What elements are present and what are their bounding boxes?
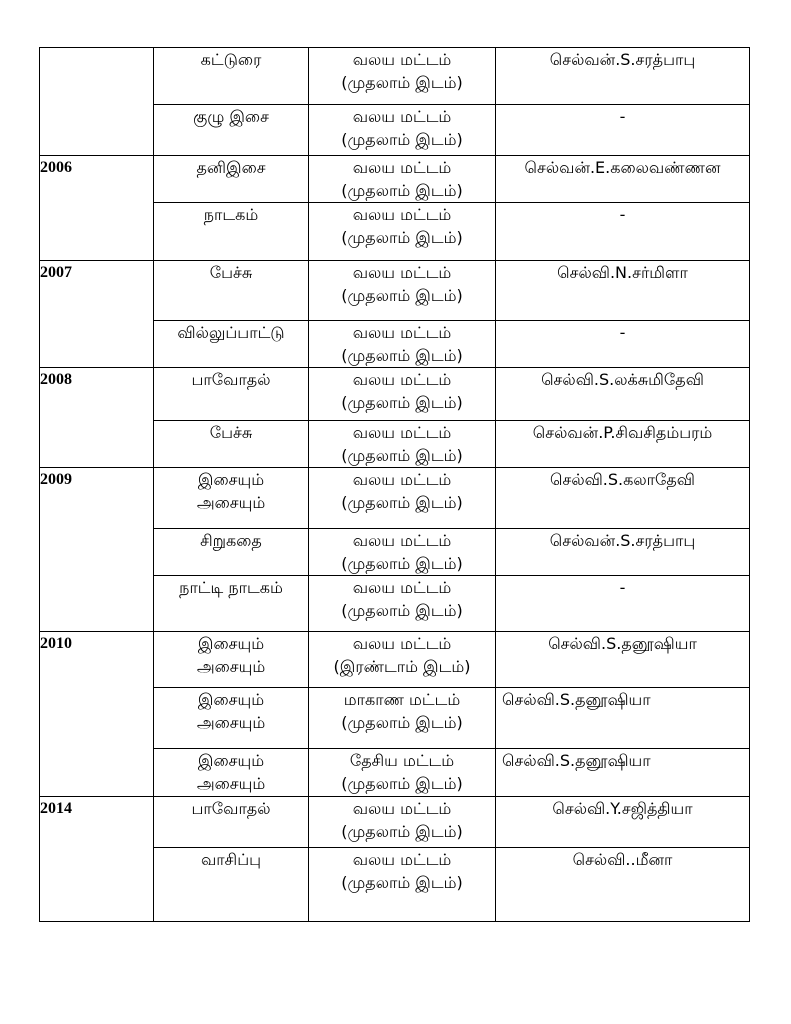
event-label: கட்டுரை — [200, 50, 262, 69]
event-label: வாசிப்பு — [200, 850, 261, 869]
year-cell — [40, 48, 154, 156]
winner-name: - — [619, 578, 626, 597]
name-cell — [496, 105, 750, 156]
event-cell — [154, 203, 309, 261]
level-label: மாகாண மட்டம் — [343, 690, 461, 709]
table-row — [40, 797, 750, 848]
year-label: 2010 — [40, 635, 72, 652]
winner-name: செல்வி.S.லக்சுமிதேவி — [541, 370, 704, 389]
rank-label: (முதலாம் இடம்) — [341, 73, 463, 92]
rank-label: (முதலாம் இடம்) — [341, 286, 463, 305]
name-cell — [496, 688, 750, 749]
year-label: 2014 — [40, 800, 72, 817]
level-cell — [309, 576, 496, 632]
winner-name: செல்வன்.E.கலைவண்ணன — [524, 158, 721, 177]
level-label: வலய மட்டம் — [352, 205, 452, 224]
event-cell — [154, 48, 309, 105]
event-label: நாடகம் — [203, 205, 259, 224]
event-label: தனிஇசை — [196, 158, 266, 177]
year-cell — [40, 368, 154, 468]
event-label: இசையும் — [197, 470, 265, 489]
event-cell — [154, 261, 309, 321]
event-label: நாட்டி நாடகம் — [179, 578, 283, 597]
name-cell — [496, 797, 750, 848]
name-cell — [496, 368, 750, 421]
rank-label: (முதலாம் இடம்) — [341, 493, 463, 512]
rank-label: (முதலாம் இடம்) — [341, 713, 463, 732]
name-cell — [496, 421, 750, 468]
level-label: வலய மட்டம் — [352, 799, 452, 818]
event-cell — [154, 368, 309, 421]
year-cell — [40, 632, 154, 797]
event-cell — [154, 156, 309, 203]
name-cell — [496, 576, 750, 632]
winner-name: செல்வி.N.சர்மிளா — [557, 263, 688, 282]
level-label: வலய மட்டம் — [352, 323, 452, 342]
rank-label: (முதலாம் இடம்) — [341, 446, 463, 465]
level-label: வலய மட்டம் — [352, 850, 452, 869]
table-row — [40, 156, 750, 203]
event-label: இசையும் — [197, 634, 265, 653]
name-cell — [496, 632, 750, 688]
name-cell — [496, 468, 750, 529]
event-label-line2: அசையும் — [196, 493, 266, 512]
event-label: சிறுகதை — [200, 531, 262, 550]
level-cell — [309, 156, 496, 203]
level-label: வலய மட்டம் — [352, 107, 452, 126]
winner-name: செல்வன்.S.சரத்பாபு — [549, 531, 696, 550]
name-cell — [496, 203, 750, 261]
rank-label: (முதலாம் இடம்) — [341, 393, 463, 412]
year-label: 2006 — [40, 159, 72, 176]
winner-name: செல்வி.S.தனூஷியா — [502, 690, 651, 709]
rank-label: (முதலாம் இடம்) — [341, 601, 463, 620]
results-table-body — [40, 48, 750, 922]
name-cell — [496, 48, 750, 105]
level-label: வலய மட்டம் — [352, 158, 452, 177]
name-cell — [496, 261, 750, 321]
winner-name: செல்வி.Y.சஜித்தியா — [552, 799, 693, 818]
year-cell — [40, 468, 154, 632]
event-cell — [154, 529, 309, 576]
winner-name: செல்வி.S.தனூஷியா — [502, 751, 651, 770]
level-cell — [309, 105, 496, 156]
event-cell — [154, 468, 309, 529]
event-label: பேச்சு — [209, 423, 253, 442]
rank-label: (முதலாம் இடம்) — [341, 554, 463, 573]
year-label: 2008 — [40, 371, 72, 388]
event-cell — [154, 576, 309, 632]
table-row — [40, 368, 750, 421]
rank-label: (முதலாம் இடம்) — [341, 822, 463, 841]
event-cell — [154, 797, 309, 848]
event-cell — [154, 421, 309, 468]
level-cell — [309, 421, 496, 468]
year-cell — [40, 797, 154, 922]
winner-name: செல்வன்.S.சரத்பாபு — [549, 50, 696, 69]
level-label: தேசிய மட்டம் — [349, 751, 455, 770]
level-cell — [309, 749, 496, 797]
rank-label: (முதலாம் இடம்) — [341, 873, 463, 892]
level-label: வலய மட்டம் — [352, 50, 452, 69]
event-cell — [154, 321, 309, 368]
winner-name: - — [619, 205, 626, 224]
event-cell — [154, 749, 309, 797]
level-cell — [309, 797, 496, 848]
level-label: வலய மட்டம் — [352, 578, 452, 597]
event-label-line2: அசையும் — [196, 774, 266, 793]
results-table — [39, 47, 750, 922]
event-cell — [154, 632, 309, 688]
rank-label: (முதலாம் இடம்) — [341, 228, 463, 247]
level-cell — [309, 468, 496, 529]
level-cell — [309, 368, 496, 421]
table-row — [40, 48, 750, 105]
name-cell — [496, 321, 750, 368]
event-label-line2: அசையும் — [196, 657, 266, 676]
year-cell — [40, 156, 154, 261]
event-label: இசையும் — [197, 751, 265, 770]
event-label: பாவோதல் — [191, 799, 271, 818]
level-label: வலய மட்டம் — [352, 423, 452, 442]
rank-label: (முதலாம் இடம்) — [341, 130, 463, 149]
level-cell — [309, 848, 496, 922]
level-cell — [309, 261, 496, 321]
level-cell — [309, 48, 496, 105]
level-cell — [309, 203, 496, 261]
winner-name: - — [619, 323, 626, 342]
table-row — [40, 632, 750, 688]
winner-name: - — [619, 107, 626, 126]
rank-label: (இரண்டாம் இடம்) — [333, 657, 471, 676]
event-cell — [154, 848, 309, 922]
level-label: வலய மட்டம் — [352, 531, 452, 550]
rank-label: (முதலாம் இடம்) — [341, 181, 463, 200]
event-cell — [154, 105, 309, 156]
name-cell — [496, 529, 750, 576]
event-label: குழு இசை — [193, 107, 269, 126]
level-cell — [309, 688, 496, 749]
event-label: வில்லுப்பாட்டு — [177, 323, 285, 342]
winner-name: செல்வி..மீனா — [572, 850, 673, 869]
level-cell — [309, 321, 496, 368]
table-row — [40, 261, 750, 321]
rank-label: (முதலாம் இடம்) — [341, 346, 463, 365]
event-label: பாவோதல் — [191, 370, 271, 389]
name-cell — [496, 156, 750, 203]
event-label-line2: அசையும் — [196, 713, 266, 732]
winner-name: செல்வி.S.தனூஷியா — [548, 634, 697, 653]
level-cell — [309, 529, 496, 576]
level-label: வலய மட்டம் — [352, 263, 452, 282]
year-cell — [40, 261, 154, 368]
event-label: பேச்சு — [209, 263, 253, 282]
level-label: வலய மட்டம் — [352, 634, 452, 653]
name-cell — [496, 749, 750, 797]
year-label: 2009 — [40, 471, 72, 488]
event-label: இசையும் — [197, 690, 265, 709]
level-label: வலய மட்டம் — [352, 470, 452, 489]
rank-label: (முதலாம் இடம்) — [341, 774, 463, 793]
table-row — [40, 468, 750, 529]
name-cell — [496, 848, 750, 922]
level-label: வலய மட்டம் — [352, 370, 452, 389]
event-cell — [154, 688, 309, 749]
winner-name: செல்வி.S.கலாதேவி — [550, 470, 695, 489]
winner-name: செல்வன்.P.சிவசிதம்பரம் — [532, 423, 713, 442]
level-cell — [309, 632, 496, 688]
year-label: 2007 — [40, 264, 72, 281]
